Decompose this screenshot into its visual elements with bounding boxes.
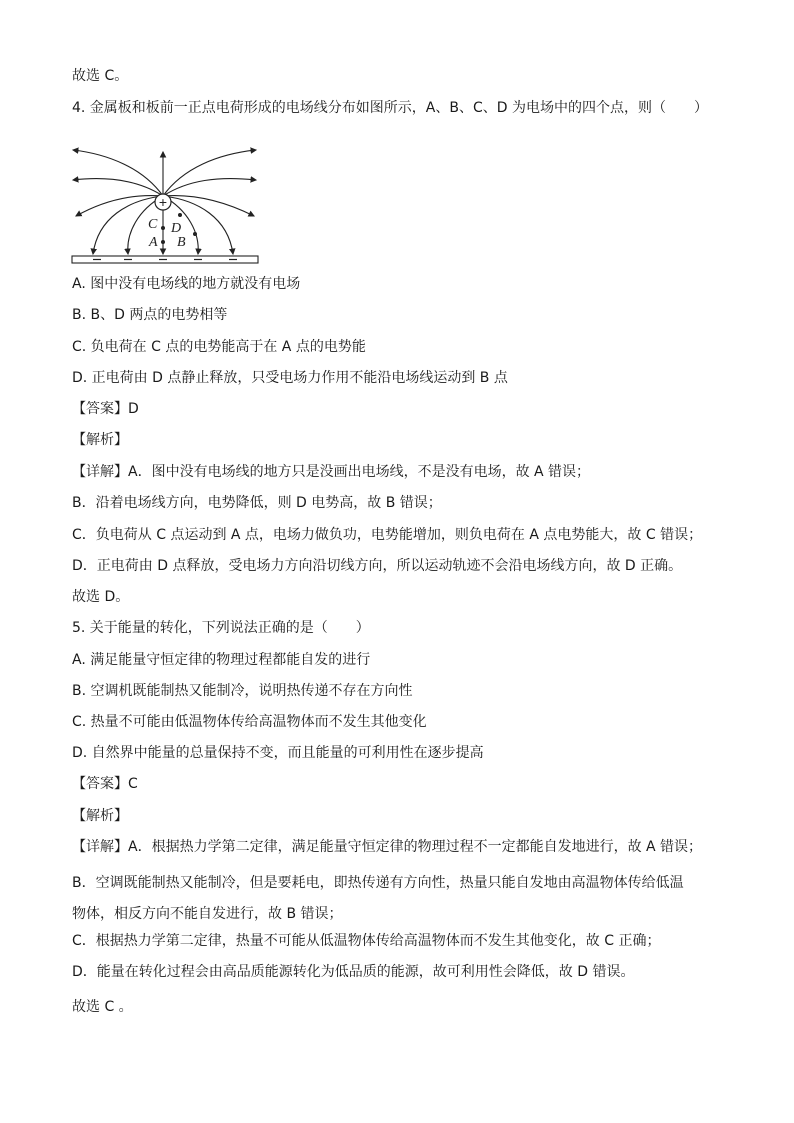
point-d	[178, 213, 182, 217]
plus-sign: +	[158, 194, 168, 210]
q5-option-b: B. 空调机既能制热又能制冷，说明热传递不存在方向性	[72, 683, 413, 699]
label-a: A	[149, 235, 158, 250]
q5-detail-c: C．根据热力学第二定律，热量不可能从低温物体传给高温物体而不发生其他变化，故 C 正确；	[72, 933, 661, 949]
q5-detail-a: 【详解】A．根据热力学第二定律，满足能量守恒定律的物理过程不一定都能自发地进行，故 A 错误；	[72, 839, 703, 855]
q4-option-c: C. 负电荷在 C 点的电势能高于在 A 点的电势能	[72, 339, 366, 355]
q5-stem: 5. 关于能量的转化，下列说法正确的是（ ）	[72, 620, 370, 636]
q5-analysis-heading: 【解析】	[72, 808, 128, 824]
q3-conclusion: 故选 C。	[72, 68, 129, 84]
q4-option-b: B. B、D 两点的电势相等	[72, 307, 228, 323]
q4-detail-b: B．沿着电场线方向，电势降低，则 D 电势高，故 B 错误；	[72, 495, 442, 511]
q4-stem: 4. 金属板和板前一正点电荷形成的电场线分布如图所示，A、B、C、D 为电场中的四个点，则（ ）	[72, 100, 708, 116]
q5-detail-d: D．能量在转化过程会由高品质能源转化为低品质的能源，故可利用性会降低，故 D 错误。	[72, 964, 635, 980]
q4-detail-a: 【详解】A．图中没有电场线的地方只是没画出电场线，不是没有电场，故 A 错误；	[72, 464, 591, 480]
point-a	[161, 240, 165, 244]
label-c: C	[148, 217, 158, 232]
q4-analysis-heading: 【解析】	[72, 432, 128, 448]
q4-option-d: D. 正电荷由 D 点静止释放，只受电场力作用不能沿电场线运动到 B 点	[72, 370, 508, 386]
q5-option-c: C. 热量不可能由低温物体传给高温物体而不发生其他变化	[72, 714, 427, 730]
label-b: B	[177, 235, 186, 250]
label-d: D	[171, 221, 182, 236]
q5-option-a: A. 满足能量守恒定律的物理过程都能自发的进行	[72, 652, 371, 668]
q4-detail-c: C．负电荷从 C 点运动到 A 点，电场力做负功，电势能增加，则负电荷在 A 点电势能大，故 C 错误；	[72, 527, 703, 543]
q5-conclusion: 故选 C 。	[72, 999, 133, 1015]
q4-answer: 【答案】D	[72, 401, 139, 417]
q5-answer: 【答案】C	[72, 776, 138, 792]
q4-conclusion: 故选 D。	[72, 589, 130, 605]
q4-option-a: A. 图中没有电场线的地方就没有电场	[72, 276, 301, 292]
point-c	[161, 226, 165, 230]
point-b	[193, 232, 197, 236]
q4-detail-d: D．正电荷由 D 点释放，受电场力方向沿切线方向，所以运动轨迹不会沿电场线方向，故 D 正确。	[72, 558, 683, 574]
q5-option-d: D. 自然界中能量的总量保持不变，而且能量的可利用性在逐步提高	[72, 745, 484, 761]
electric-field-figure	[68, 138, 264, 268]
q5-detail-b: B．空调既能制热又能制冷，但是要耗电，即热传递有方向性，热量只能自发地由高温物体传给低温物体，相反方向不能自发进行，故 B 错误；	[72, 875, 684, 922]
